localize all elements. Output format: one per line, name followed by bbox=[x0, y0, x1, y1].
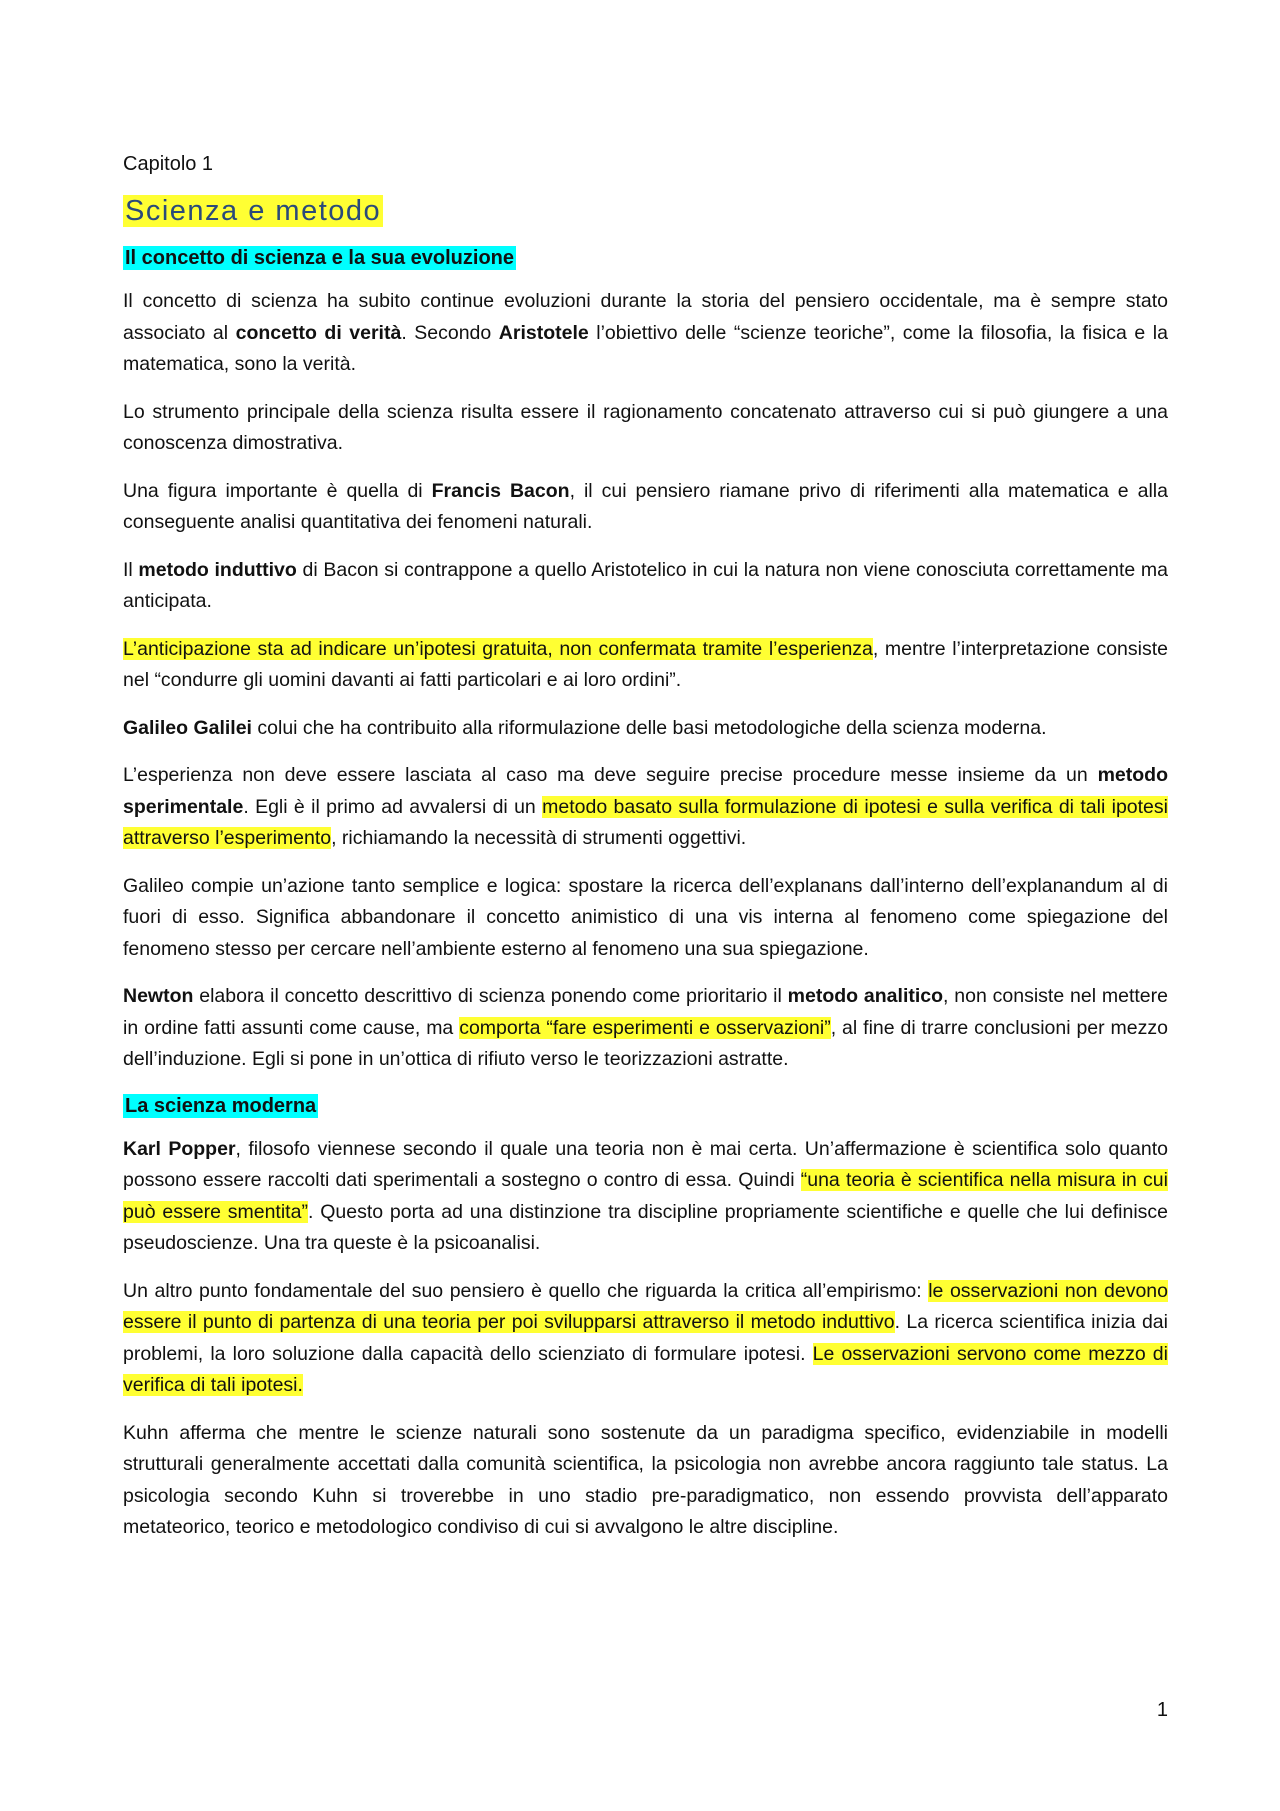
bold-text: Aristotele bbox=[498, 321, 589, 344]
paragraph bbox=[123, 871, 1168, 966]
text-run: . Questo porta ad una distinzione tra discipline propriamente scientifiche e quelle che lui definisce pseudoscienze. Una tra queste è la psicoanalisi. bbox=[123, 1200, 1168, 1254]
paragraph bbox=[123, 1418, 1168, 1544]
paragraph bbox=[123, 555, 1168, 618]
text-run: Il bbox=[123, 558, 139, 581]
bold-text: Francis Bacon bbox=[431, 479, 570, 502]
highlighted-text: comporta “fare esperimenti e osservazioni” bbox=[459, 1016, 831, 1039]
paragraph bbox=[123, 397, 1168, 460]
paragraph bbox=[123, 1276, 1168, 1402]
paragraph bbox=[123, 634, 1168, 697]
text-run: Una figura importante è quella di bbox=[123, 479, 432, 502]
text-run: , filosofo viennese secondo il quale una teoria non è mai certa. Un’affermazione è scientifica solo quanto possono essere raccolti dati sperimentali a sostegno o contro di essa. Quindi bbox=[123, 1137, 1168, 1191]
text-run: Il concetto di scienza ha subito continue evoluzioni durante la storia del pensiero occidentale, ma è sempre stato associato al bbox=[123, 290, 1168, 344]
text-run: L’esperienza non deve essere lasciata al caso ma deve seguire precise procedure messe insieme da un bbox=[123, 764, 1098, 786]
highlighted-text: L’anticipazione sta ad indicare un’ipotesi gratuita, non confermata tramite l’esperienza bbox=[123, 637, 873, 660]
text-run: , mentre l’interpretazione consiste nel “condurre gli uomini davanti ai fatti particolari e ai loro ordini”. bbox=[123, 637, 1168, 691]
text-run: l’obiettivo delle “scienze teoriche”, come la filosofia, la fisica e la matematica, sono la verità. bbox=[123, 321, 1168, 375]
text-run: Galileo compie un’azione tanto semplice e logica: spostare la ricerca dell’explanans dall’interno dell’explanandum al di fuori di esso. Significa abbandonare il concetto animistico di una vis interna al fenomeno come spiegazione del fenomeno stesso per cercare nell’ambiente esterno al fenomeno una sua spiegazione. bbox=[123, 874, 1168, 960]
text-run: , al fine di trarre conclusioni per mezzo dell’induzione. Egli si pone in un’ottica di rifiuto verso le teorizzazioni astratte. bbox=[123, 1016, 1168, 1070]
paragraph bbox=[123, 981, 1168, 1076]
bold-text: Newton bbox=[123, 985, 194, 1007]
chapter-label: Capitolo 1 bbox=[123, 153, 214, 175]
paragraph bbox=[123, 1134, 1168, 1260]
highlighted-text: le osservazioni non devono essere il punto di partenza di una teoria per poi svilupparsi attraverso il metodo induttivo bbox=[123, 1279, 1168, 1333]
bold-text: metodo sperimentale bbox=[123, 764, 1168, 818]
section-heading-text: Il concetto di scienza e la sua evoluzione bbox=[125, 247, 515, 269]
bold-text: metodo analitico bbox=[787, 985, 944, 1007]
text-run: elabora il concetto descrittivo di scienza ponendo come prioritario il bbox=[193, 985, 788, 1007]
chapter-title bbox=[123, 192, 1168, 230]
text-run: . Secondo bbox=[401, 321, 499, 344]
bold-text: Galileo Galilei bbox=[123, 716, 252, 739]
text-run: . La ricerca scientifica inizia dai problemi, la loro soluzione dalla capacità dello scienziato di formulare ipotesi. bbox=[123, 1311, 1168, 1365]
paragraph bbox=[123, 286, 1168, 381]
document-page bbox=[123, 150, 1168, 1560]
document-body bbox=[123, 244, 1168, 1544]
text-run: , il cui pensiero riamane privo di riferimenti alla matematica e alla conseguente analisi quantitativa dei fenomeni naturali. bbox=[123, 479, 1168, 533]
section-heading-text: La scienza moderna bbox=[125, 1094, 317, 1117]
section-heading bbox=[123, 244, 1168, 272]
highlighted-text: Le osservazioni servono come mezzo di verifica di tali ipotesi. bbox=[123, 1342, 1168, 1396]
highlighted-text: metodo basato sulla formulazione di ipotesi e sulla verifica di tali ipotesi attraverso l’esperimento bbox=[123, 795, 1168, 849]
chapter-title-text: Scienza e metodo bbox=[125, 195, 382, 227]
text-run: , non consiste nel mettere in ordine fatti assunti come cause, ma bbox=[123, 985, 1168, 1039]
paragraph bbox=[123, 760, 1168, 855]
bold-text: concetto di verità bbox=[235, 321, 402, 344]
section-heading bbox=[123, 1092, 1168, 1120]
highlighted-text: “una teoria è scientifica nella misura in cui può essere smentita” bbox=[123, 1169, 1168, 1223]
bold-text: metodo induttivo bbox=[138, 558, 297, 581]
page-number: 1 bbox=[1156, 1699, 1168, 1721]
bold-text: Karl Popper bbox=[123, 1137, 236, 1160]
paragraph bbox=[123, 713, 1168, 745]
text-run: Lo strumento principale della scienza risulta essere il ragionamento concatenato attraverso cui si può giungere a una conoscenza dimostrativa. bbox=[123, 400, 1168, 454]
text-run: Kuhn afferma che mentre le scienze naturali sono sostenute da un paradigma specifico, evidenziabile in modelli strutturali generalmente accettati dalla comunità scientifica, la psicologia non avrebbe ancora raggiunto tale status. La psicologia secondo Kuhn si troverebbe in uno stadio pre-paradigmatico, non essendo provvista dell’apparato metateorico, teorico e metodologico condiviso di cui si avvalgono le altre discipline. bbox=[123, 1421, 1168, 1538]
text-run: . Egli è il primo ad avvalersi di un bbox=[243, 795, 543, 818]
text-run: colui che ha contribuito alla riformulazione delle basi metodologiche della scienza moderna. bbox=[251, 716, 1047, 739]
text-run: , richiamando la necessità di strumenti oggettivi. bbox=[331, 827, 747, 849]
text-run: Un altro punto fondamentale del suo pensiero è quello che riguarda la critica all’empirismo: bbox=[123, 1279, 929, 1302]
text-run: di Bacon si contrappone a quello Aristotelico in cui la natura non viene conosciuta correttamente ma anticipata. bbox=[123, 558, 1168, 612]
paragraph bbox=[123, 476, 1168, 539]
